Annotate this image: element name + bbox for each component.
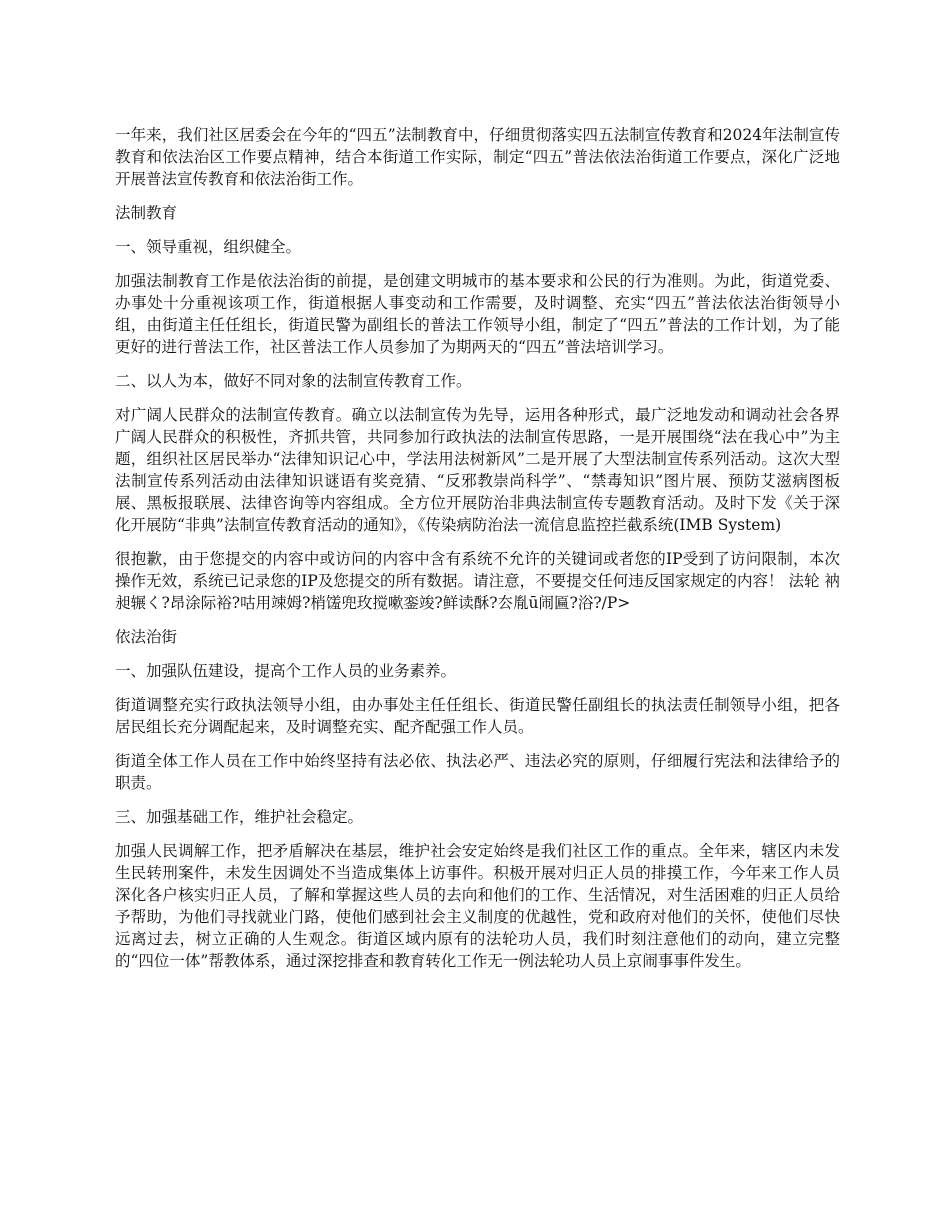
body-paragraph: 加强法制教育工作是依法治街的前提，是创建文明城市的基本要求和公民的行为准则。为此，街道党委、办事处十分重视该项工作，街道根据人事变动和工作需要，及时调整、充实“四五”普法依法治街领导小组，由街道主任任组长，街道民警为副组长的普法工作领导小组，制定了“四五”普法的工作计划，为了能更好的进行普法工作，社区普法工作人员参加了为期两天的“四五”普法培训学习。 — [115, 272, 840, 356]
body-paragraph: 加强人民调解工作，把矛盾解决在基层，维护社会安定始终是我们社区工作的重点。全年来，辖区内未发生民转刑案件，未发生因调处不当造成集体上访事件。积极开展对归正人员的排摸工作，今年来工作人员深化各户核实归正人员，了解和掌握这些人员的去向和他们的工作、生活情况，对生活困难的归正人员给予帮助，为他们寻找就业门路，使他们感到社会主义制度的优越性，党和政府对他们的关怀，使他们尽快远离过去，树立正确的人生观念。街道区域内原有的法轮功人员，我们时刻注意他们的动向，建立完整的“四位一体”帮教体系，通过深挖排查和教育转化工作无一例法轮功人员上京闹事事件发生。 — [115, 842, 840, 970]
section-title-legal-education: 法制教育 — [115, 204, 178, 222]
body-paragraph: 街道调整充实行政执法领导小组，由办事处主任任组长、街道民警任副组长的执法责任制领导小组，把各居民组长充分调配起来，及时调整充实、配齐配强工作人员。 — [115, 696, 840, 736]
subsection-heading: 二、以人为本，做好不同对象的法制宣传教育工作。 — [115, 372, 472, 390]
body-paragraph: 很抱歉，由于您提交的内容中或访问的内容中含有系统不允许的关键词或者您的IP受到了访问限制，本次操作无效，系统已记录您的IP及您提交的所有数据。请注意，不要提交任何违反国家规定的内容！ 法轮 衲昶辗く?昂涂际裕?咕用竦姆?梢馐兜玫搅嗽銮竣?鲜读酥?厺胤ū闹匾?浴?/P> — [115, 550, 840, 612]
body-paragraph: 街道全体工作人员在工作中始终坚持有法必依、执法必严、违法必究的原则，仔细履行宪法和法律给予的职责。 — [115, 752, 840, 792]
subsection-heading: 一、领导重视，组织健全。 — [115, 238, 302, 256]
section-title-governance: 依法治街 — [115, 628, 178, 646]
document-body — [115, 124, 840, 984]
subsection-heading: 三、加强基础工作，维护社会稳定。 — [115, 808, 364, 826]
body-paragraph: 对广阔人民群众的法制宣传教育。确立以法制宣传为先导，运用各种形式，最广泛地发动和调动社会各界广阔人民群众的积极性，齐抓共管，共同参加行政执法的法制宣传思路，一是开展围绕“法在我心中”为主题，组织社区居民举办“法律知识记心中，学法用法树新风”二是开展了大型法制宣传系列活动。这次大型法制宣传系列活动由法律知识谜语有奖竞猜、“反邪教崇尚科学”、“禁毒知识”图片展、预防艾滋病图板展、黑板报联展、法律咨询等内容组成。全方位开展防治非典法制宣传专题教育活动。及时下发《关于深化开展防“非典”法制宣传教育活动的通知》，《传染病防治法一流信息监控拦截系统(IMB System) — [115, 406, 840, 534]
subsection-heading: 一、加强队伍建设，提高个工作人员的业务素养。 — [115, 662, 457, 680]
intro-paragraph: 一年来，我们社区居委会在今年的“四五”法制教育中，仔细贯彻落实四五法制宣传教育和2024年法制宣传教育和依法治区工作要点精神，结合本街道工作实际，制定“四五”普法依法治街道工作要点，深化广泛地开展普法宣传教育和依法治街工作。 — [115, 126, 840, 188]
